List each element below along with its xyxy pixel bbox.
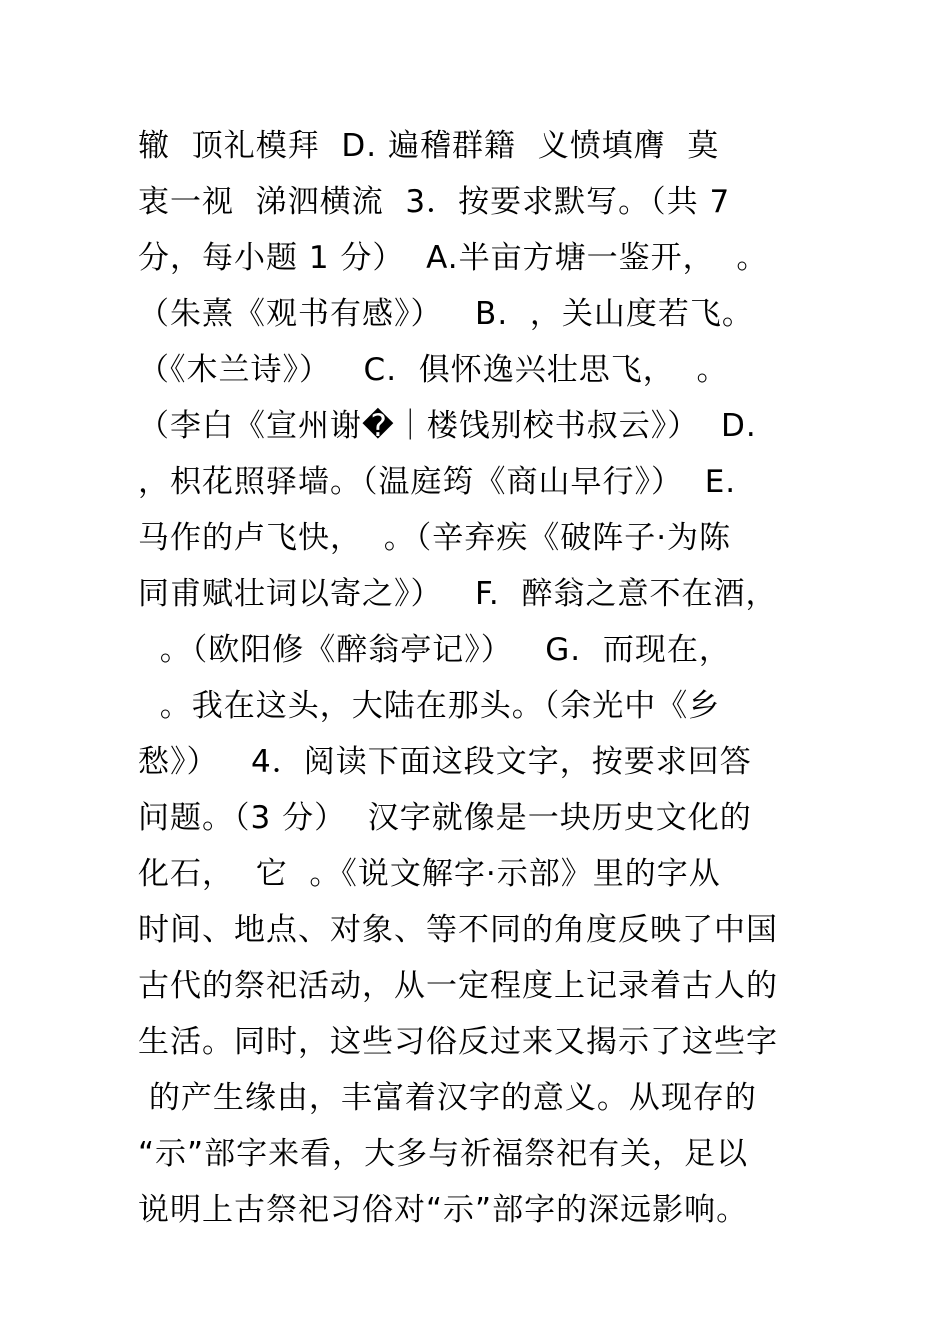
text-line: 问题。（3 分） 汉字就像是一块历史文化的: [138, 800, 752, 836]
text-line: ，枳花照驿墙。（温庭筠《商山早行》） E.: [138, 464, 737, 500]
body-text: [138, 118, 838, 1238]
text-line: （李白《宣州谢�｜楼饯别校书叔云》） D.: [138, 408, 757, 444]
text-line: 。（欧阳修《醉翁亭记》） G. 而现在，: [138, 632, 731, 668]
text-line: 衷一视 涕泗横流 3．按要求默写。（共 7: [138, 184, 731, 220]
text-line: “示”部字来看，大多与祈福祭祀有关，足以: [138, 1136, 749, 1172]
text-line: （朱熹《观书有感》） B. ，关山度若飞。: [138, 296, 754, 332]
text-line: 分，每小题 1 分） A.半亩方塘一鉴开， 。: [138, 240, 769, 276]
text-line: 生活。同时，这些习俗反过来又揭示了这些字: [138, 1024, 778, 1060]
text-line: 的产生缘由，丰富着汉字的意义。从现存的: [138, 1080, 757, 1116]
text-line: 说明上古祭祀习俗对“示”部字的深远影响。: [138, 1192, 749, 1228]
text-line: （《木兰诗》） C. 俱怀逸兴壮思飞， 。: [138, 352, 729, 388]
text-line: 辙 顶礼模拜 D. 遍稽群籍 义愤填膺 莫: [138, 128, 720, 164]
text-line: 同甫赋壮词以寄之》） F. 醉翁之意不在酒，: [138, 576, 778, 612]
text-line: 马作的卢飞快， 。（辛弃疾《破阵子·为陈: [138, 520, 732, 556]
text-line: 愁》） 4．阅读下面这段文字，按要求回答: [138, 744, 752, 780]
text-line: 古代的祭祀活动，从一定程度上记录着古人的: [138, 968, 778, 1004]
text-line: 。我在这头，大陆在那头。（余光中《乡: [138, 688, 721, 724]
text-line: 时间、地点、对象、等不同的角度反映了中国: [138, 912, 778, 948]
text-line: 化石， 它 。《说文解字·示部》里的字从: [138, 856, 721, 892]
